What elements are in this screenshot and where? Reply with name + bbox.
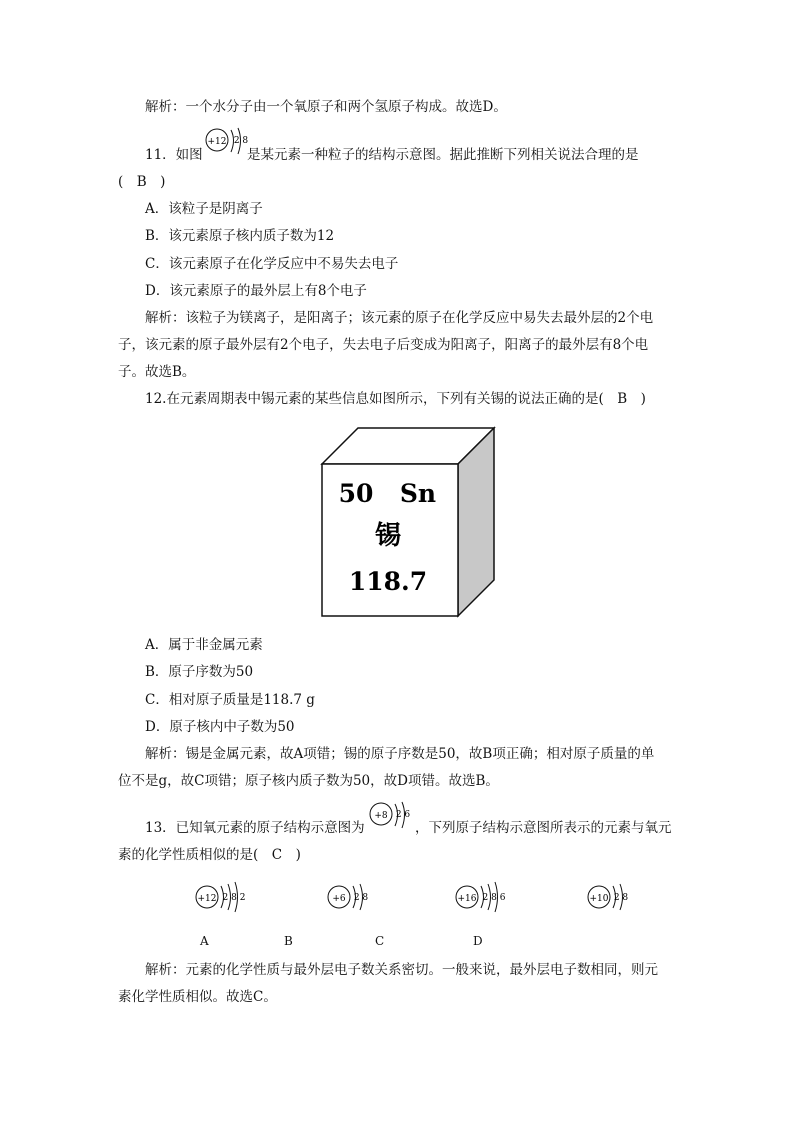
choice-c-nucleus: +16: [457, 894, 477, 904]
choice-b-label: B: [284, 934, 293, 948]
q12-stem: 12.在元素周期表中锡元素的某些信息如图所示，下列有关锡的说法正确的是( B ): [145, 391, 646, 407]
q11-option-a: A．该粒子是阴离子: [145, 201, 263, 217]
q13-stem-prefix: 13．已知氧元素的原子结构示意图为: [145, 820, 365, 836]
q11-option-d: D．该元素原子的最外层上有8个电子: [145, 283, 367, 299]
q13-stem-line-2: 素的化学性质相似的是( C ): [118, 847, 301, 863]
choice-b-shells: 2 8: [353, 893, 369, 903]
q12-option-b: B．原子序数为50: [145, 664, 254, 680]
q12-option-c: C．相对原子质量是118.7 g: [145, 692, 315, 708]
tin-atomic-mass: 118.7: [348, 567, 428, 596]
choice-d-nucleus: +10: [589, 894, 609, 904]
choice-c-diagram: [452, 880, 512, 916]
q13-stem-suffix: ，下列原子结构示意图所表示的元素与氧元: [415, 820, 672, 836]
choice-b-nucleus: +6: [332, 894, 346, 904]
q12-option-a: A．属于非金属元素: [145, 637, 263, 653]
choice-c-label: C: [375, 934, 385, 948]
q12-option-d: D．原子核内中子数为50: [145, 719, 295, 735]
choice-a-shells: 2 8 2: [222, 893, 246, 903]
q11-analysis-line-1: 解析：该粒子为镁离子，是阳离子；该元素的原子在化学反应中易失去最外层的2个电: [145, 310, 654, 326]
q11-option-b: B．该元素原子核内质子数为12: [145, 228, 335, 244]
tin-symbol: Sn: [399, 479, 437, 508]
oxygen-structure-diagram: [366, 800, 416, 836]
q10-analysis: 解析：一个水分子由一个氧原子和两个氢原子构成。故选D。: [145, 99, 507, 115]
q11-analysis-line-3: 子。故选B。: [118, 364, 196, 380]
q11-structure-diagram: [202, 126, 252, 162]
choice-d-shells: 2 8: [613, 893, 629, 903]
q12-analysis-line-1: 解析：锡是金属元素，故A项错；锡的原子序数是50，故B项正确；相对原子质量的单: [145, 746, 655, 762]
choice-d-label: D: [473, 934, 483, 948]
oxygen-shell-label: 2 6: [395, 810, 411, 820]
choice-a-label: A: [200, 934, 209, 948]
choice-c-shells: 2 8 6: [482, 893, 506, 903]
choice-a-diagram: [192, 880, 252, 916]
oxygen-nucleus-label: +8: [374, 811, 388, 821]
tin-atomic-number: 50: [338, 479, 374, 508]
q13-analysis-line-2: 素化学性质相似。故选C。: [118, 989, 277, 1005]
q11-option-c: C．该元素原子在化学反应中不易失去电子: [145, 256, 399, 272]
choice-a-nucleus: +12: [197, 894, 217, 904]
q11-shell-label: 2 8: [233, 136, 249, 146]
q11-analysis-line-2: 子，该元素的原子最外层有2个电子，失去电子后变成为阳离子，阳离子的最外层有8个电: [118, 337, 649, 353]
q11-nucleus-label: +12: [207, 137, 227, 147]
q11-stem-suffix: 是某元素一种粒子的结构示意图。据此推断下列相关说法合理的是: [247, 147, 639, 163]
q11-answer: ( B ): [118, 174, 166, 190]
q13-analysis-line-1: 解析：元素的化学性质与最外层电子数关系密切。一般来说，最外层电子数相同，则元: [145, 962, 658, 978]
tin-element-cube: [318, 424, 500, 620]
choice-b-diagram: [324, 880, 374, 916]
tin-name: 锡: [374, 521, 402, 551]
q12-analysis-line-2: 位不是g，故C项错；原子核内质子数为50，故D项错。故选B。: [118, 773, 499, 789]
choice-d-diagram: [584, 880, 634, 916]
q11-stem-prefix: 11．如图: [145, 147, 203, 163]
